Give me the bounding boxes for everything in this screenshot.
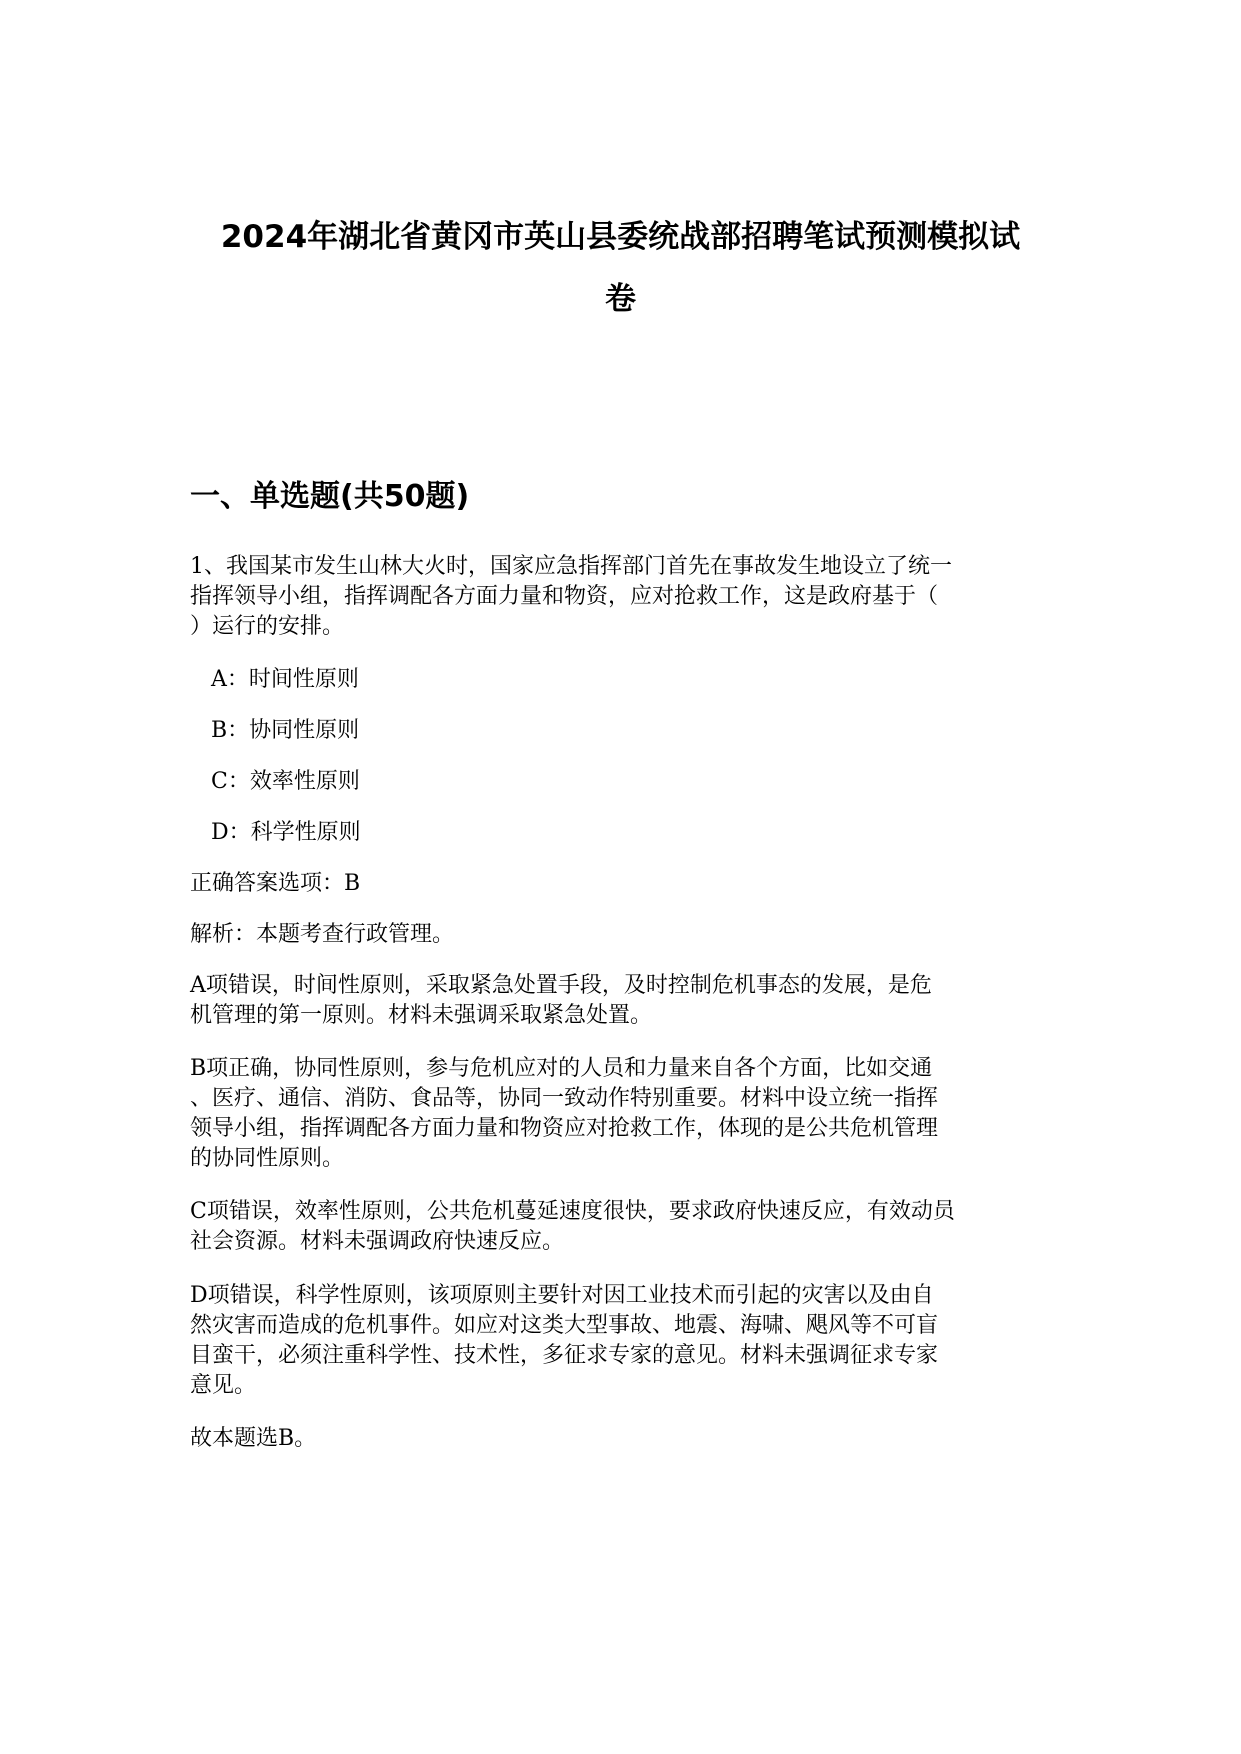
analysis-c-line: 社会资源。材料未强调政府快速反应。 (190, 1229, 565, 1254)
analysis-d-line: 意见。 (190, 1373, 257, 1398)
option-d: D：科学性原则 (211, 820, 361, 845)
option-b: B：协同性原则 (211, 718, 360, 743)
analysis-b-line: 、医疗、通信、消防、食品等，协同一致动作特别重要。材料中设立统一指挥 (190, 1086, 939, 1111)
analysis-d-line: 然灾害而造成的危机事件。如应对这类大型事故、地震、海啸、飓风等不可盲 (190, 1313, 939, 1338)
question-stem-line: ）运行的安排。 (190, 614, 345, 639)
analysis-b-line: 领导小组，指挥调配各方面力量和物资应对抢救工作，体现的是公共危机管理 (190, 1116, 939, 1141)
question-stem-line: 1、我国某市发生山林大火时，国家应急指挥部门首先在事故发生地设立了统一 (190, 554, 952, 579)
section-heading: 一、单选题(共50题) (190, 479, 470, 514)
analysis-d-line: D项错误，科学性原则，该项原则主要针对因工业技术而引起的灾害以及由自 (190, 1283, 934, 1308)
analysis-c-line: C项错误，效率性原则，公共危机蔓延速度很快，要求政府快速反应，有效动员 (190, 1199, 955, 1224)
analysis-b-line: B项正确，协同性原则，参与危机应对的人员和力量来自各个方面，比如交通 (190, 1056, 933, 1081)
analysis-a-line: 机管理的第一原则。材料未强调采取紧急处置。 (190, 1003, 653, 1028)
analysis-a-line: A项错误，时间性原则，采取紧急处置手段，及时控制危机事态的发展，是危 (190, 973, 932, 998)
option-c: C：效率性原则 (211, 769, 360, 794)
analysis-intro: 解析：本题考查行政管理。 (190, 922, 455, 947)
page-title-line-2: 卷 (605, 281, 636, 317)
correct-answer: 正确答案选项：B (190, 871, 361, 896)
analysis-b-line: 的协同性原则。 (190, 1146, 345, 1171)
analysis-d-line: 目蛮干，必须注重科学性、技术性，多征求专家的意见。材料未强调征求专家 (190, 1343, 939, 1368)
conclusion: 故本题选B。 (190, 1426, 317, 1451)
page-title-line-1: 2024年湖北省黄冈市英山县委统战部招聘笔试预测模拟试 (220, 219, 1021, 255)
option-a: A：时间性原则 (211, 667, 359, 692)
question-stem-line: 指挥领导小组，指挥调配各方面力量和物资，应对抢救工作，这是政府基于（ (190, 584, 939, 609)
